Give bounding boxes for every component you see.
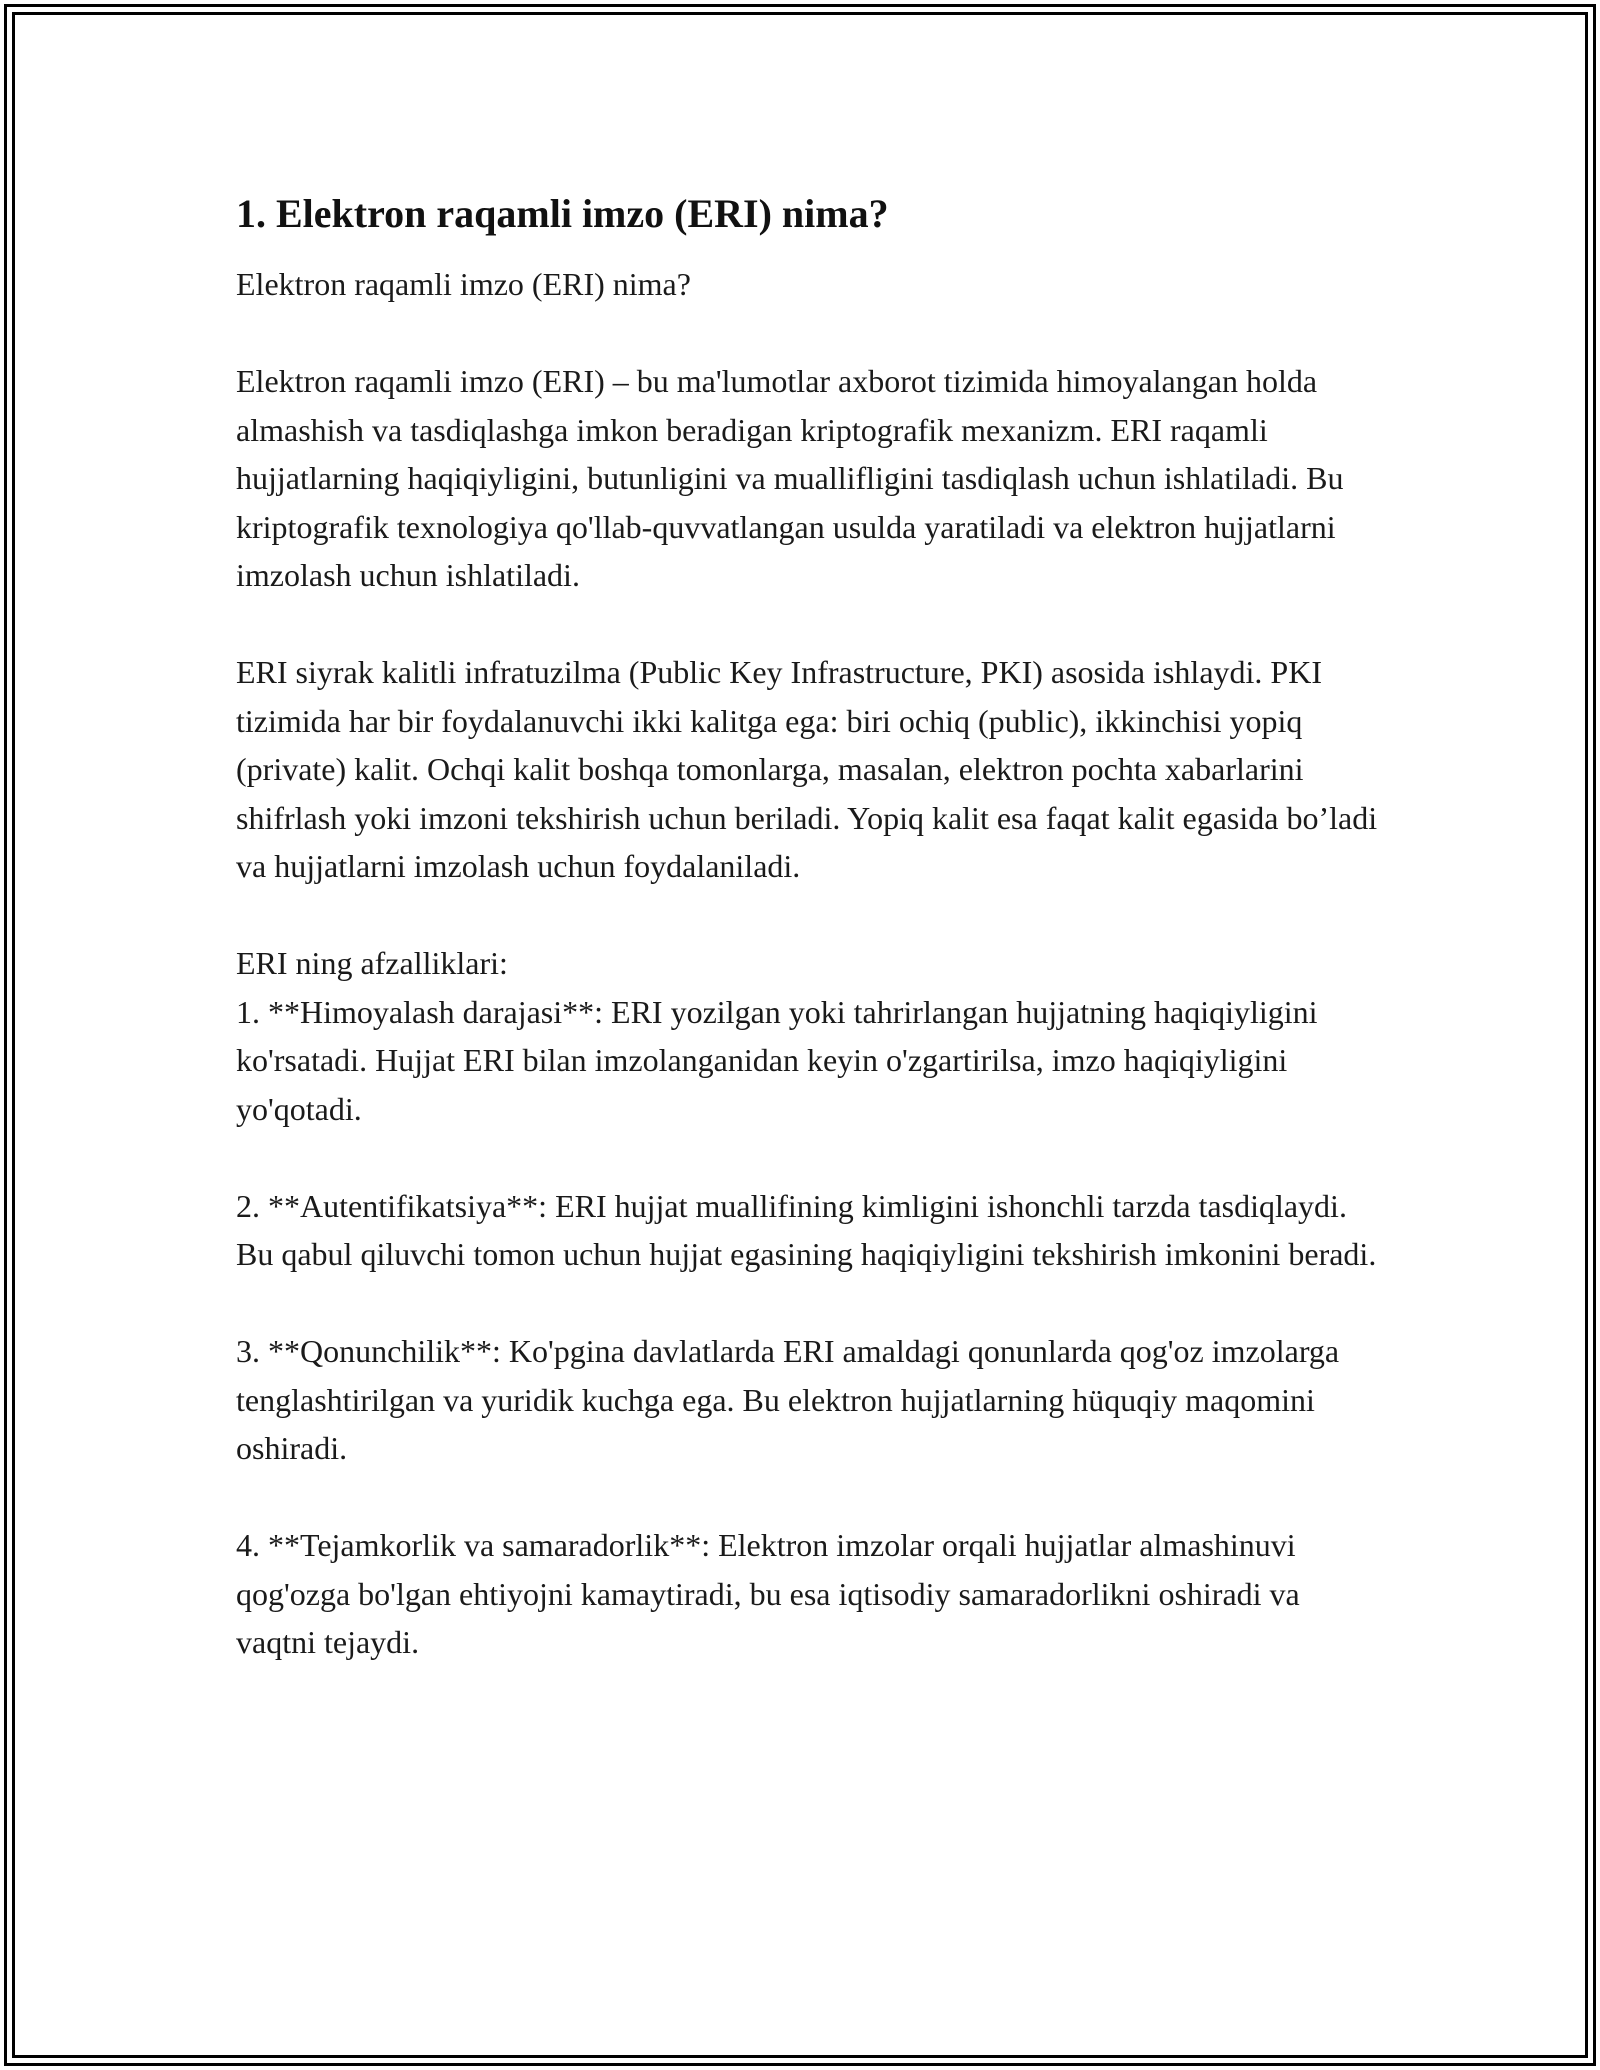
page-title: 1. Elektron raqamli imzo (ERI) nima? <box>236 191 889 236</box>
advantage-item-efficiency: 4. **Tejamkorlik va samaradorlik**: Elektron imzolar orqali hujjatlar almashinuvi qog'ozga bo'lgan ehtiyojni kamaytiradi, bu esa iqtisodiy samaradorlikni oshiradi va vaqtni tejaydi. <box>236 1527 1300 1660</box>
advantages-list <box>236 988 1386 1667</box>
paragraph-definition: Elektron raqamli imzo (ERI) – bu ma'lumotlar axborot tizimida himoyalangan holda almashish va tasdiqlashga imkon beradigan kriptografik mexanizm. ERI raqamli hujjatlarning haqiqiyligini, butunligini va muallifligini tasdiqlash uchun ishlatiladi. Bu kriptografik texnologiya qo'llab-quvvatlangan usulda yaratiladi va elektron hujjatlarni imzolash uchun ishlatiladi. <box>236 363 1344 593</box>
advantage-item-authentication: 2. **Autentifikatsiya**: ERI hujjat muallifining kimligini ishonchli tarzda tasdiqlaydi. Bu qabul qiluvchi tomon uchun hujjat egasining haqiqiyligini tekshirish imkonini beradi. <box>236 1187 1377 1272</box>
advantages-heading: ERI ning afzalliklari: <box>236 945 508 981</box>
advantage-item-protection: 1. **Himoyalash darajasi**: ERI yozilgan yoki tahrirlangan hujjatning haqiqiyligini ko'rsatadi. Hujjat ERI bilan imzolanganidan keyin o'zgartirilsa, imzo haqiqiyligini yo'qotadi. <box>236 993 1318 1127</box>
section-subtitle: Elektron raqamli imzo (ERI) nima? <box>236 266 691 302</box>
advantage-item-legislation: 3. **Qonunchilik**: Ko'pgina davlatlarda ERI amaldagi qonunlarda qog'oz imzolarga tenglashtirilgan va yuridik kuchga ega. Bu elektron hujjatlarning hüquqiy maqomini oshiradi. <box>236 1333 1340 1466</box>
paragraph-pki: ERI siyrak kalitli infratuzilma (Public Key Infrastructure, PKI) asosida ishlaydi. PKI tizimida har bir foydalanuvchi ikki kalitga ega: biri ochiq (public), ikkinchisi yopiq (private) kalit. Ochqi kalit boshqa tomonlarga, masalan, elektron pochta xabarlarini shifrlash yoki imzoni tekshirish uchun beriladi. Yopiq kalit esa faqat kalit egasida bo’ladi va hujjatlarni imzolash uchun foydalaniladi. <box>236 654 1378 884</box>
document-page <box>236 188 1386 1667</box>
